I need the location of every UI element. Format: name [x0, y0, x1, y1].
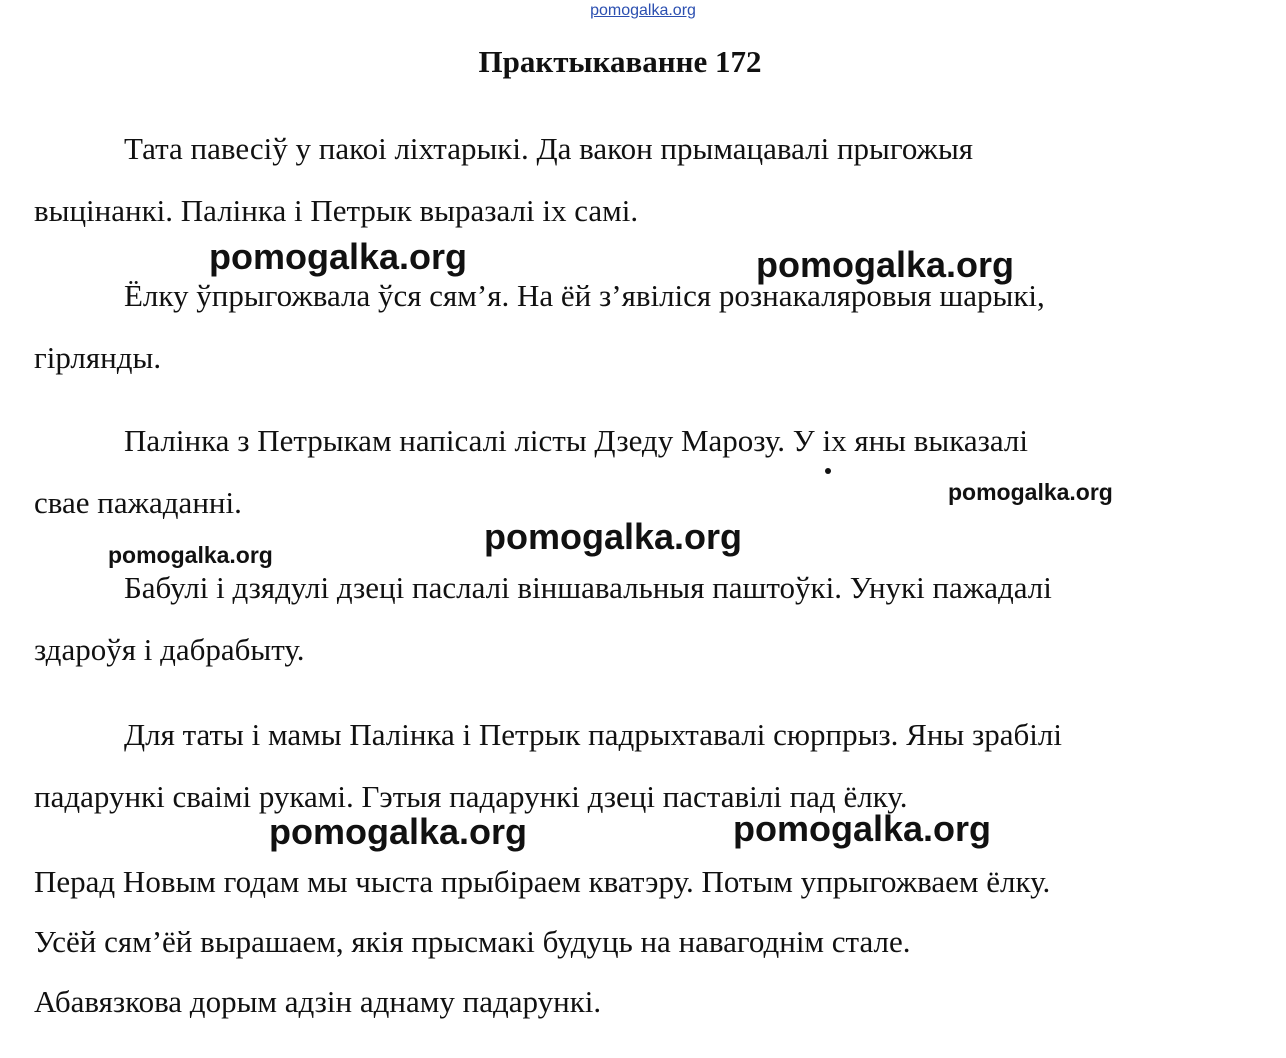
text-line: Усёй сям’ёй вырашаем, якія прысмакі будуць на навагоднім стале. — [34, 924, 911, 959]
text-line: падарункі сваімі рукамі. Гэтыя падарункі дзеці паставілі пад ёлку. — [34, 779, 908, 814]
text-line: Для таты і мамы Палінка і Петрык падрыхтавалі сюрпрыз. Яны зрабілі — [124, 717, 1062, 752]
source-link[interactable]: pomogalka.org — [590, 2, 696, 19]
text-line: Ёлку ўпрыгожвала ўся сям’я. На ёй з’явіліся рознакаляровыя шарыкі, — [124, 278, 1045, 313]
text-line: свае пажаданні. — [34, 485, 242, 520]
watermark: pomogalka.org — [269, 811, 528, 852]
watermark: pomogalka.org — [484, 516, 743, 557]
text-line: гірлянды. — [34, 340, 162, 375]
text-line: Тата павесіў у пакоі ліхтарыкі. Да вакон прымацавалі прыгожыя — [124, 131, 974, 166]
watermark: pomogalka.org — [209, 236, 468, 277]
text-line: здароўя і дабрабыту. — [34, 632, 305, 667]
watermark: pomogalka.org — [948, 479, 1113, 505]
watermark: pomogalka.org — [756, 244, 1015, 285]
text-line: Бабулі і дзядулі дзеці паслалі віншавальныя паштоўкі. Унукі пажадалі — [124, 570, 1052, 605]
watermark: pomogalka.org — [108, 542, 273, 568]
ink-dot — [825, 468, 831, 474]
text-line: выцінанкі. Палінка і Петрык выразалі іх самі. — [34, 193, 639, 228]
text-line: Абавязкова дорым адзін аднаму падарункі. — [34, 984, 602, 1019]
watermark: pomogalka.org — [733, 808, 992, 849]
text-line: Перад Новым годам мы чыста прыбіраем кватэру. Потым упрыгожваем ёлку. — [34, 864, 1051, 899]
text-line: Палінка з Петрыкам напісалі лісты Дзеду Марозу. У іх яны выказалі — [124, 423, 1028, 458]
exercise-title: Практыкаванне 172 — [478, 44, 762, 79]
